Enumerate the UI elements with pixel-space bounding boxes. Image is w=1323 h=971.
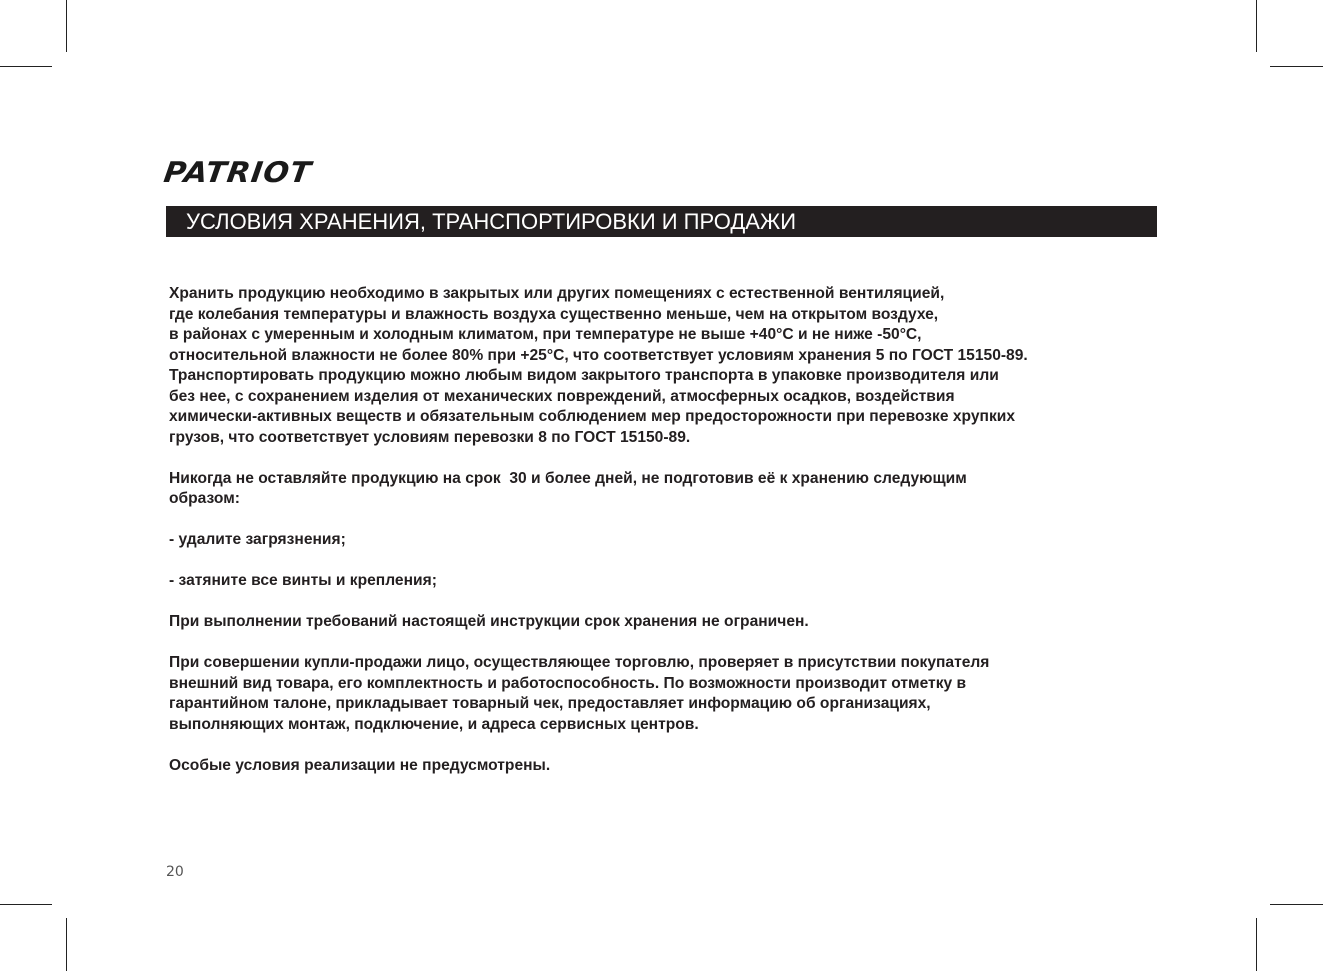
text-line: При выполнении требований настоящей инструкции срок хранения не ограничен. — [169, 613, 809, 630]
page-number: 20 — [166, 864, 184, 880]
crop-mark — [1256, 918, 1257, 971]
section-title: УСЛОВИЯ ХРАНЕНИЯ, ТРАНСПОРТИРОВКИ И ПРОДАЖИ — [166, 206, 1157, 237]
crop-mark — [66, 918, 67, 971]
text-line: выполняющих монтаж, подключение, и адреса сервисных центров. — [169, 715, 699, 733]
text-line: Никогда не оставляйте продукцию на срок 30 и более дней, не подготовив её к хранению следующим — [169, 469, 967, 487]
text-line: химически-активных веществ и обязательным соблюдением мер предосторожности при перевозке хрупких — [169, 408, 1016, 425]
text-line: в районах с умеренным и холодным климатом, при температуре не выше +40°С и не ниже -50°С, — [169, 326, 922, 343]
text-line: Транспортировать продукцию можно любым видом закрытого транспорта в упаковке производителя или — [169, 367, 999, 384]
crop-mark — [0, 66, 52, 67]
text-line: Хранить продукцию необходимо в закрытых или других помещениях с естественной вентиляцией, — [169, 285, 945, 302]
text-line: гарантийном талоне, прикладывает товарный чек, предоставляет информацию об организациях, — [169, 695, 931, 712]
text-line: без нее, с сохранением изделия от механических повреждений, атмосферных осадков, воздействия — [169, 387, 955, 405]
paragraph-sale — [169, 653, 1169, 735]
crop-mark — [1256, 0, 1257, 52]
brand-logo: PATRIOT — [161, 156, 314, 190]
text-line: образом: — [169, 490, 240, 507]
text-line: - затяните все винты и крепления; — [169, 572, 437, 589]
paragraph-preparation — [169, 469, 1169, 510]
document-body — [169, 284, 1169, 776]
text-line: грузов, что соответствует условиям перевозки 8 по ГОСТ 15150-89. — [169, 428, 691, 446]
list-item-clean — [169, 530, 1169, 551]
crop-mark — [66, 0, 67, 52]
text-line: где колебания температуры и влажность воздуха существенно меньше, чем на открытом воздухе, — [169, 305, 939, 323]
paragraph-storage-transport — [169, 284, 1169, 448]
text-line: внешний вид товара, его комплектность и работоспособность. По возможности производит отметку в — [169, 674, 967, 692]
text-line: При совершении купли-продажи лицо, осуществляющее торговлю, проверяет в присутствии покупателя — [169, 654, 990, 671]
crop-mark — [1270, 904, 1323, 905]
text-line: относительной влажности не более 80% при +25°С, что соответствует условиям хранения 5 по ГОСТ 15150-89. — [169, 346, 1028, 364]
crop-mark — [0, 904, 52, 905]
paragraph-shelf-life — [169, 612, 1169, 633]
text-line: Особые условия реализации не предусмотрены. — [169, 756, 551, 774]
list-item-tighten — [169, 571, 1169, 592]
text-line: - удалите загрязнения; — [169, 531, 346, 548]
crop-mark — [1270, 66, 1323, 67]
paragraph-special-conditions — [169, 756, 1169, 777]
